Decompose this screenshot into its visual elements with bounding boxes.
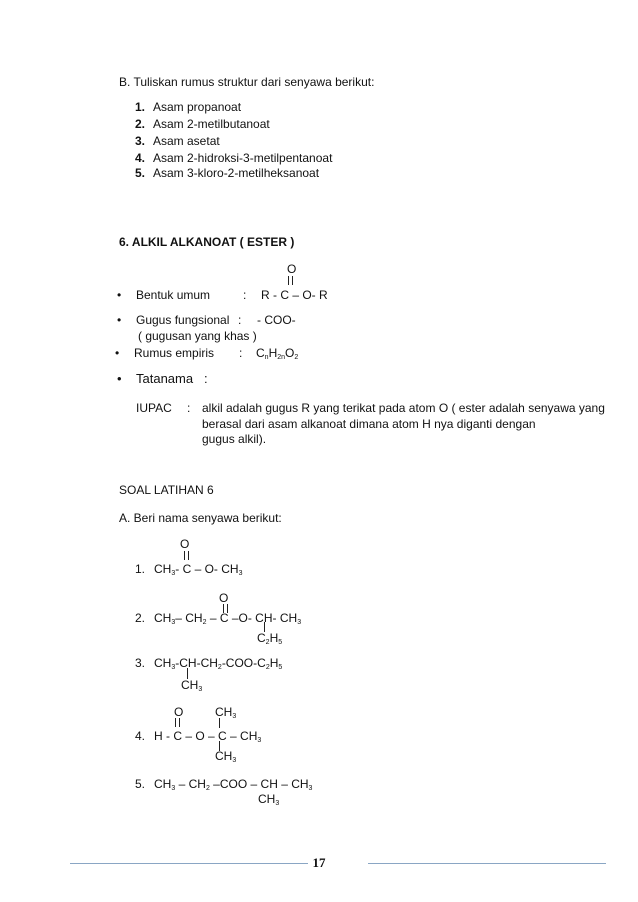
list-item (135, 166, 319, 180)
question-number: 2. (135, 611, 146, 625)
iupac-text-line: alkil adalah gugus R yang terikat pada atom O ( ester adalah senyawa yang (202, 401, 605, 415)
colon: : (239, 346, 243, 360)
iupac-label: IUPAC (136, 401, 172, 415)
bullet: • (115, 346, 120, 360)
branch-group: C2H5 (257, 631, 283, 646)
empirical-formula: CnH2nO2 (256, 346, 299, 361)
double-bond (288, 276, 293, 285)
colon: : (238, 313, 242, 327)
list-item (135, 134, 220, 148)
carbonyl-oxygen: O (219, 591, 229, 605)
list-text: Asam 2-hidroksi-3-metilpentanoat (153, 151, 333, 165)
list-number: 5. (135, 166, 146, 180)
colon: : (187, 401, 191, 415)
top-methyl-group: CH3 (215, 705, 237, 720)
iupac-text-line: berasal dari asam alkanoat dimana atom H nya diganti dengan (202, 417, 536, 431)
footer-rule-right (368, 863, 606, 864)
carbonyl-oxygen: O (180, 537, 190, 551)
bullet: • (117, 371, 122, 386)
section-b-heading: B. Tuliskan rumus struktur dari senyawa berikut: (119, 75, 375, 89)
branch-group: CH3 (258, 792, 280, 807)
list-item (135, 151, 332, 165)
iupac-text-line: gugus alkil). (202, 432, 267, 446)
section-6-title: 6. ALKIL ALKANOAT ( ESTER ) (119, 235, 295, 249)
structural-formula: H - C – O – C – CH3 (154, 729, 262, 744)
carbonyl-oxygen: O (287, 262, 297, 276)
list-number: 4. (135, 151, 146, 165)
branch-group: CH3 (181, 678, 203, 693)
structural-formula: CH3-CH-CH2-COO-C2H5 (154, 656, 283, 671)
question-number: 5. (135, 777, 146, 791)
structural-formula: CH3– CH2 – C –O- CH- CH3 (154, 611, 302, 626)
list-number: 2. (135, 117, 146, 131)
bullet: • (117, 313, 122, 327)
exercise-instruction: A. Beri nama senyawa berikut: (119, 511, 282, 525)
functional-group-value: - COO- (257, 313, 296, 327)
list-text: Asam 3-kloro-2-metilheksanoat (153, 166, 320, 180)
double-bond (184, 551, 189, 560)
colon: : (204, 371, 208, 386)
naming-label: Tatanama (136, 371, 194, 386)
list-text: Asam 2-metilbutanoat (153, 117, 270, 131)
exercise-title: SOAL LATIHAN 6 (119, 483, 214, 497)
question-number: 1. (135, 562, 146, 576)
structural-formula: CH3- C – O- CH3 (154, 562, 243, 577)
list-number: 1. (135, 100, 146, 114)
list-item (135, 100, 241, 114)
page-number: 17 (312, 855, 326, 870)
list-text: Asam propanoat (153, 100, 242, 114)
general-formula: R - C – O- R (261, 288, 328, 302)
carbonyl-oxygen: O (174, 705, 184, 719)
question-number: 4. (135, 729, 146, 743)
bullet: • (117, 288, 122, 302)
structural-formula: CH3 – CH2 –COO – CH – CH3 (154, 777, 313, 792)
general-form-label: Bentuk umum (136, 288, 211, 302)
bottom-methyl-group: CH3 (215, 749, 237, 764)
functional-group-label: Gugus fungsional (136, 313, 230, 327)
list-number: 3. (135, 134, 146, 148)
list-item (135, 117, 270, 131)
double-bond (175, 718, 180, 727)
question-number: 3. (135, 656, 146, 670)
list-text: Asam asetat (153, 134, 220, 148)
branch-bond (219, 718, 220, 728)
empirical-formula-label: Rumus empiris (134, 346, 215, 360)
functional-group-note: ( gugusan yang khas ) (138, 329, 257, 343)
footer-rule-left (70, 863, 308, 864)
colon: : (243, 288, 247, 302)
